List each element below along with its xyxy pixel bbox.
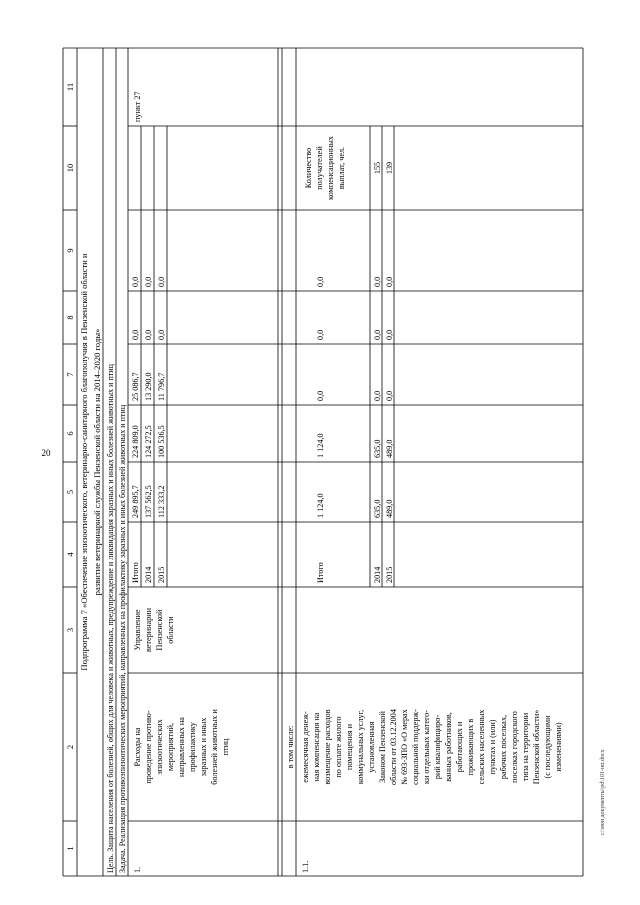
row-name-line: Законом Пензенской — [378, 711, 387, 783]
indicator-line: Количество — [304, 147, 313, 189]
column-number-5: 5 — [65, 489, 75, 495]
row1-cell: 0,0 — [157, 276, 166, 287]
row11-cell: 0,0 — [316, 276, 325, 287]
row-name-line: коммунальных услуг, — [356, 709, 365, 785]
row11-cell: 0,0 — [385, 329, 394, 340]
column-number-1: 1 — [65, 846, 75, 851]
task-text: Задача. Реализация противоэпизоотических мероприятий, направленных на профилактику заразных и иных болезней животных и птиц — [118, 404, 127, 873]
row11-cell: 1 124,0 — [316, 433, 325, 458]
row1-cell: 249 895,7 — [131, 485, 140, 518]
row1-cell: 2014 — [144, 566, 153, 583]
row-name-line: пунктах и (или) — [488, 719, 497, 775]
row11-cell: 0,0 — [373, 276, 382, 287]
indicator-line: выплат, чел. — [337, 146, 346, 190]
row11-cell: Итого — [316, 562, 325, 583]
row11-cell: 1 124,0 — [316, 493, 325, 518]
row-number: 1.1. — [301, 860, 310, 873]
row11-cell: 0,0 — [373, 390, 382, 401]
row-name-line: ки отдельных катего- — [422, 710, 431, 784]
row1-cell: 137 562,5 — [144, 485, 153, 518]
row-name-line: ная компенсация на — [312, 712, 321, 782]
row-name-line: Расходы на — [133, 727, 142, 767]
subprogram-title-line1: Подпрограмма 7 «Обеспечение эпизоотического, ветеринарно-санитарного благополучия в Пензенской области и — [79, 253, 89, 671]
row11-cell: 0,0 — [373, 329, 382, 340]
column-number-11: 11 — [65, 82, 75, 92]
column-number-10: 10 — [65, 163, 75, 173]
goal-text: Цель. Защита населения от болезней, общих для человека и животных, предупреждение и ликвидация заразных и иных болезней животных и птиц — [106, 363, 115, 873]
column-number-8: 8 — [65, 315, 75, 320]
executor-line: области — [166, 616, 175, 644]
indicator-value: 139 — [385, 161, 394, 175]
row-name-line: рий квалифициро- — [433, 714, 442, 780]
row-name-line: ванных работников, — [444, 712, 453, 782]
row-name-line: социальной поддерж- — [411, 709, 420, 785]
executor-line: Управление — [133, 609, 142, 651]
row1-cell: 0,0 — [157, 329, 166, 340]
row-name-line: мероприятий, — [166, 722, 175, 772]
row-number: 1. — [133, 866, 142, 873]
row1-cell: 112 333,2 — [157, 485, 166, 518]
row-name-line: проведение противо- — [144, 710, 153, 784]
row1-cell: 11 796,7 — [157, 372, 166, 401]
row11-cell: 489,0 — [385, 439, 394, 458]
row-name-line: заразных и иных — [199, 717, 208, 777]
column-number-4: 4 — [65, 552, 75, 557]
row-name-line: (с последующими — [543, 715, 552, 779]
row1-cell: 0,0 — [144, 276, 153, 287]
row-name-line: типа на территории — [521, 712, 530, 782]
column-number-6: 6 — [65, 431, 75, 436]
row-name-line: № 693-ЗПО «О мерах — [400, 709, 409, 785]
row-name-line: птиц — [221, 738, 230, 756]
row1-cell: 0,0 — [144, 329, 153, 340]
row-name-line: поселках городского — [510, 711, 519, 783]
row-name-line: Пензенской области» — [532, 709, 541, 785]
column-number-7: 7 — [65, 372, 75, 377]
indicator-line: получателей — [315, 146, 324, 190]
executor-line: Пензенской — [155, 609, 164, 651]
row1-cell: 0,0 — [131, 276, 140, 287]
row-name-line: ежемесячная денеж- — [301, 711, 310, 783]
row-name-line: работающих и — [455, 721, 464, 773]
row-name-line: помещения и — [345, 723, 354, 771]
row-name-line: области от 03.12.2004 — [389, 709, 398, 785]
row-name-line: возмещение расходов — [323, 709, 332, 785]
row-name-line: рабочих поселках, — [499, 714, 508, 780]
reference-point: пункт 27 — [133, 91, 142, 122]
column-number-2: 2 — [65, 744, 75, 750]
row11-cell: 635,0 — [373, 439, 382, 458]
row11-cell: 2014 — [373, 566, 382, 583]
column-number-3: 3 — [65, 627, 75, 633]
page-number: 20 — [41, 448, 51, 458]
row11-cell: 0,0 — [385, 276, 394, 287]
row1-cell: 0,0 — [131, 329, 140, 340]
row-name-line: установленная — [367, 721, 376, 773]
row1-cell: 13 290,0 — [144, 372, 153, 401]
row11-cell: 2015 — [385, 566, 394, 583]
row11-cell: 0,0 — [316, 390, 325, 401]
row-name-line: проживающих в — [466, 718, 475, 776]
row1-cell: 2015 — [157, 566, 166, 583]
including-label: в том числе: — [286, 725, 295, 769]
row-name-line: сельских населенных — [477, 709, 486, 785]
indicator-value: 155 — [373, 161, 382, 175]
row1-cell: Итого — [131, 562, 140, 583]
row-name-line: эпизоотических — [155, 719, 164, 775]
indicator-line: компенсационных — [326, 136, 335, 200]
row1-cell: 100 536,5 — [157, 425, 166, 458]
row11-cell: 0,0 — [316, 329, 325, 340]
row-name-line: болезней животных и — [210, 709, 219, 785]
row11-cell: 489,0 — [385, 499, 394, 518]
row-name-line: изменениями) — [554, 722, 563, 772]
executor-line: ветеринарии — [144, 607, 153, 653]
row11-cell: 635,0 — [373, 499, 382, 518]
row1-cell: 124 272,5 — [144, 425, 153, 458]
row1-cell: 25 086,7 — [131, 372, 140, 401]
row1-cell: 224 809,0 — [131, 425, 140, 458]
row-name-line: направленных на — [177, 717, 186, 777]
footer-path: c:\мои документы\pd\101-нп.docx — [600, 749, 606, 835]
subprogram-title-line2: развитие ветеринарной службы Пензенской области на 2014–2020 годы» — [92, 328, 102, 596]
row-name-line: профилактику — [188, 722, 197, 772]
row11-cell: 0,0 — [385, 390, 394, 401]
row-name-line: по оплате жилого — [334, 716, 343, 778]
column-number-9: 9 — [65, 248, 75, 253]
